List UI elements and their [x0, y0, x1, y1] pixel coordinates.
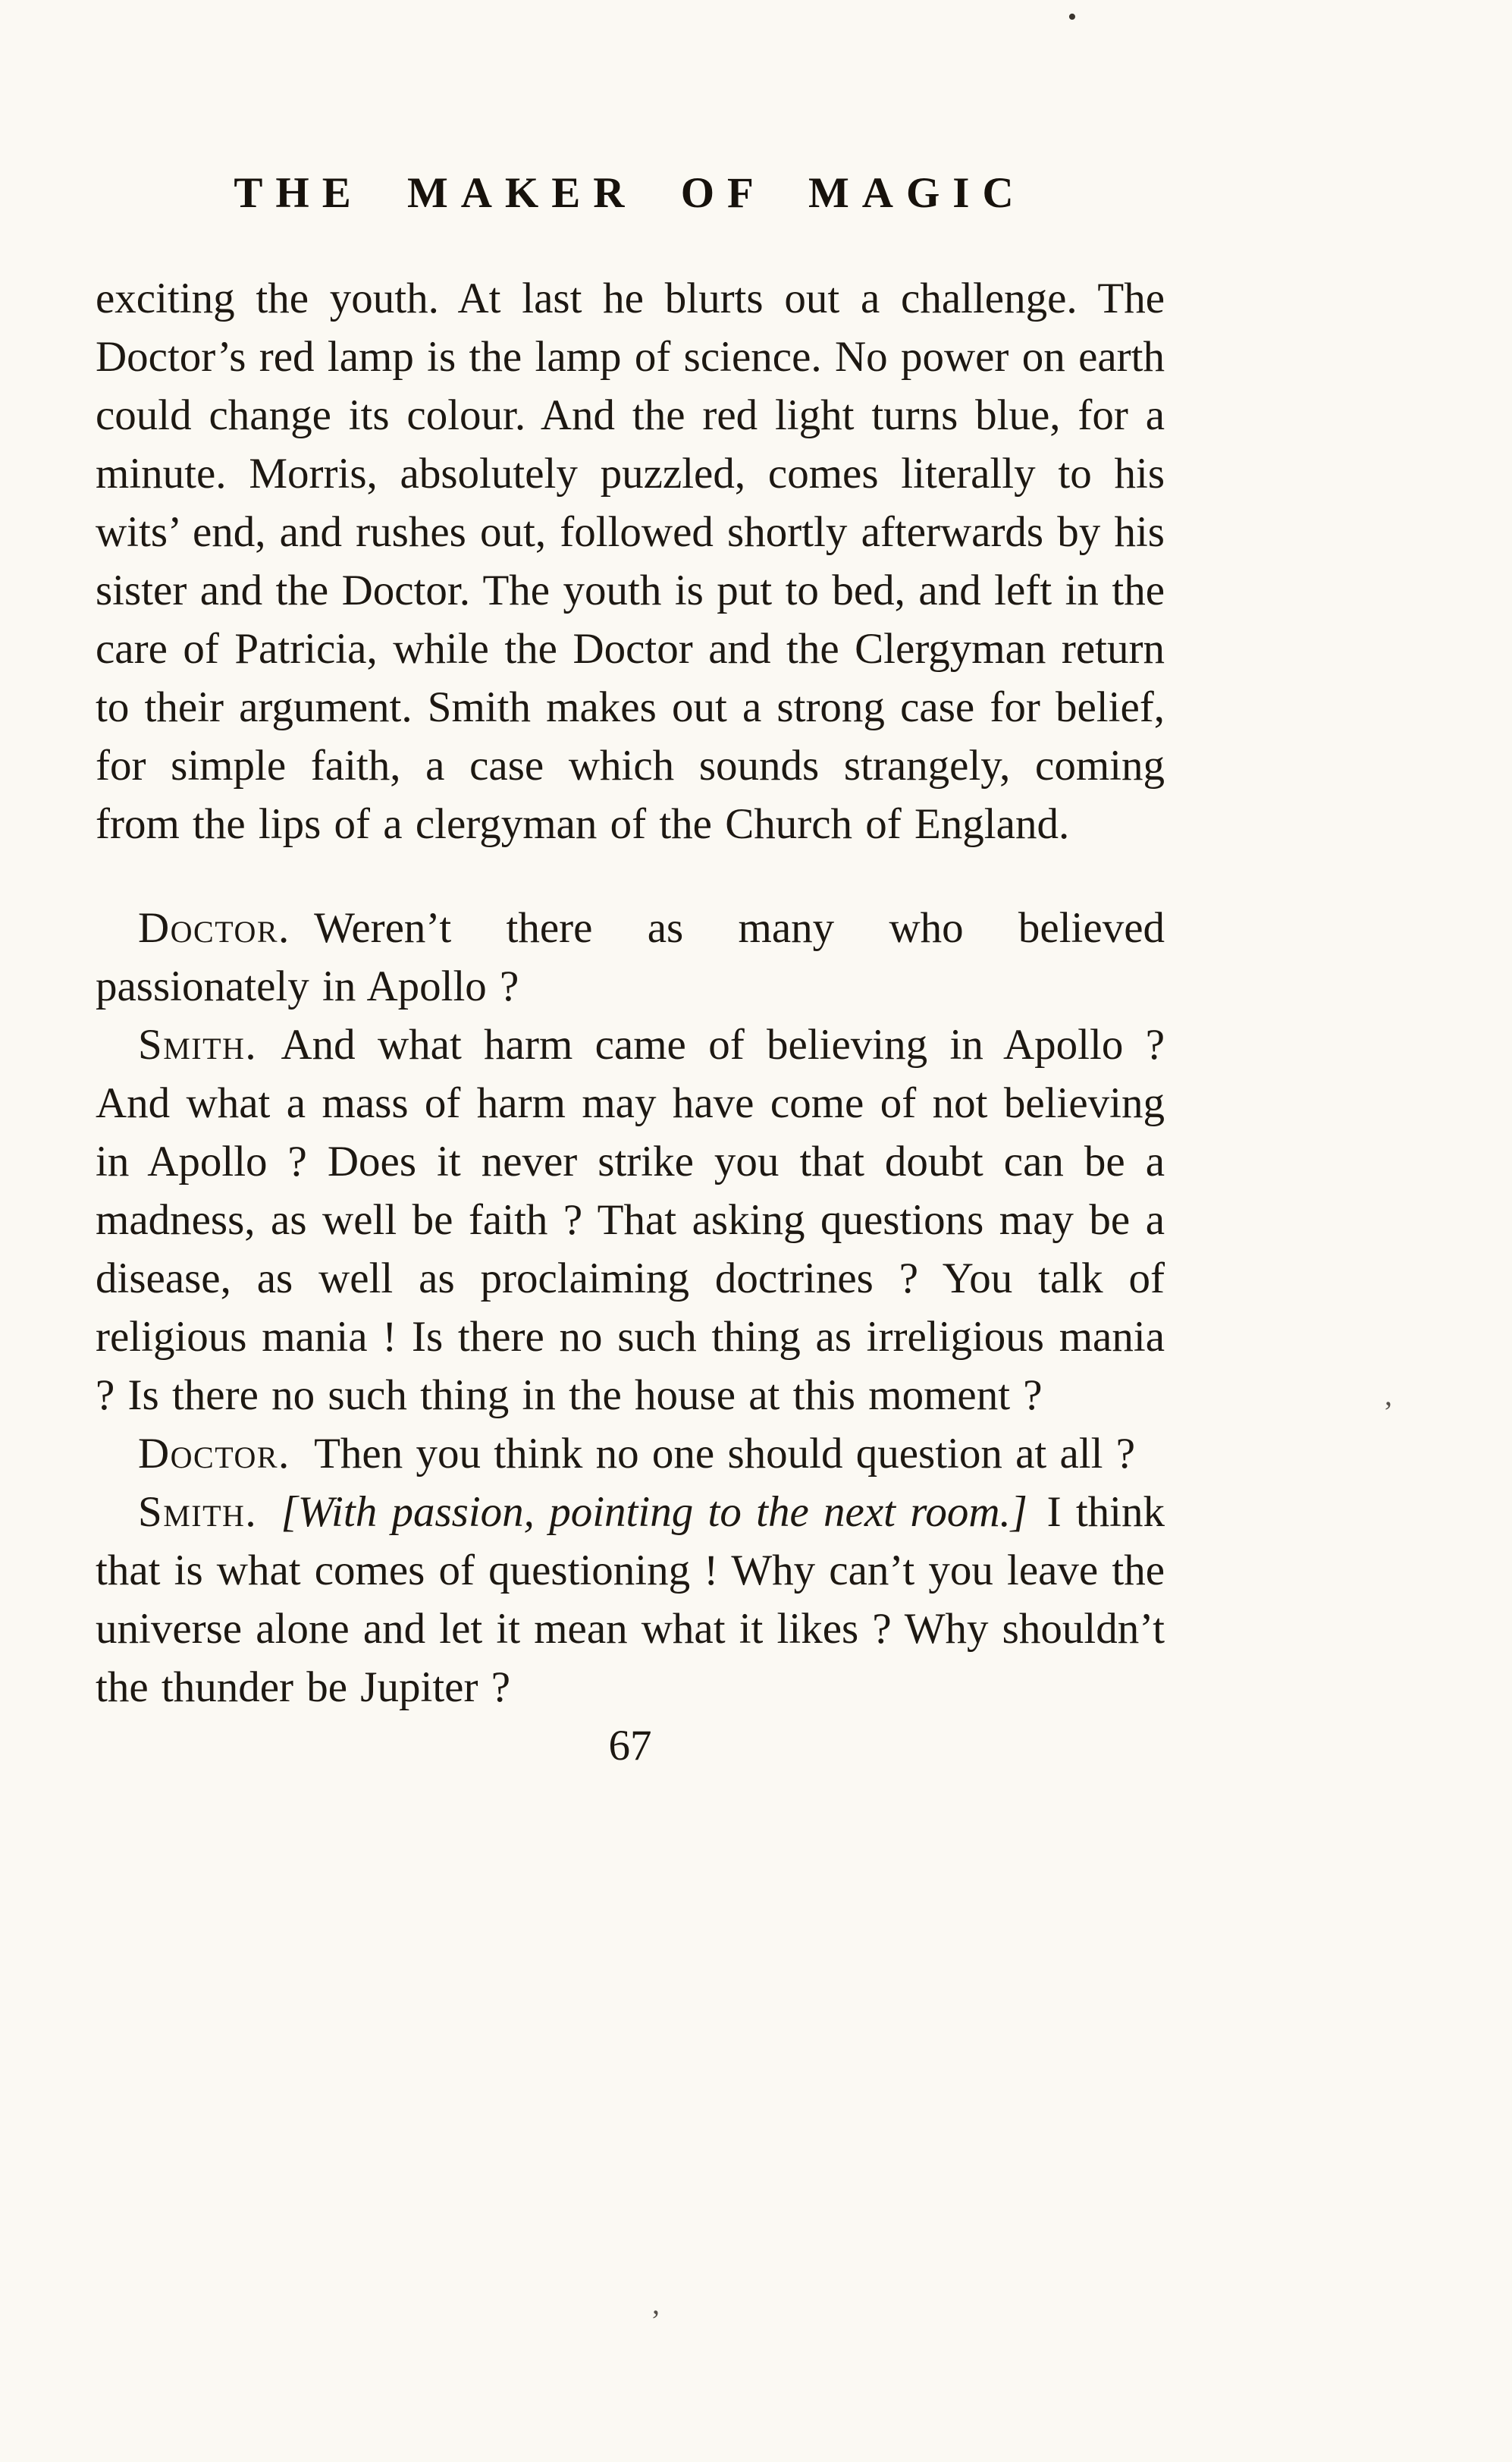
dialogue-text: I think that is what comes of questioning ! Why can’t you leave the universe alone and let it mean what it likes ? Why shouldn’t the thunder be Jupiter ?: [96, 1488, 1165, 1711]
text-column: [96, 168, 1165, 1775]
scan-artifact-dot: •: [1068, 3, 1077, 31]
dialogue-paragraph: [96, 1016, 1165, 1424]
speaker-name: Doctor.: [138, 1430, 290, 1478]
dialogue-text: And what harm came of believing in Apollo ? And what a mass of harm may have come of not believing in Apollo ? Does it never strike you that doubt can be a madness, as well be faith ? That asking questions may be a disease, as well as proclaiming doctrines ? You talk of religious mania ! Is there no such thing as irreligious mania ? Is there no such thing in the house at this moment ?: [96, 1021, 1165, 1419]
page-number: 67: [608, 1722, 652, 1770]
dialogue-paragraph: [96, 1424, 1165, 1483]
dialogue-paragraph: [96, 899, 1165, 1016]
dialogue-text: Then you think no one should question at all ?: [314, 1430, 1136, 1478]
stage-direction: [With passion, pointing to the next room.]: [281, 1488, 1027, 1536]
scan-artifact-right-mark: ’: [1383, 1395, 1394, 1429]
dialogue-text: Weren’t there as many who believed passionately in Apollo ?: [96, 904, 1165, 1010]
speaker-name: Doctor.: [138, 904, 290, 952]
dialogue-section: [96, 899, 1165, 1716]
speaker-name: Smith.: [138, 1021, 258, 1069]
running-title: THE MAKER OF MAGIC: [234, 169, 1027, 217]
scan-artifact-bottom-mark: ’: [651, 2303, 661, 2338]
page-body: [96, 269, 1165, 1775]
dialogue-paragraph: [96, 1483, 1165, 1716]
speaker-name: Smith.: [138, 1488, 258, 1536]
narrative-paragraph: exciting the youth. At last he blurts out a challenge. The Doctor’s red lamp is the lamp of science. No power on earth could change its colour. And the red light turns blue, for a minute. Morris, absolutely puzzled, comes literally to his wits’ end, and rushes out, followed shortly afterwards by his sister and the Doctor. The youth is put to bed, and left in the care of Patricia, while the Doctor and the Clergyman return to their argument. Smith makes out a strong case for belief, for simple faith, a case which sounds strangely, coming from the lips of a clergyman of the Church of England.: [96, 275, 1165, 848]
